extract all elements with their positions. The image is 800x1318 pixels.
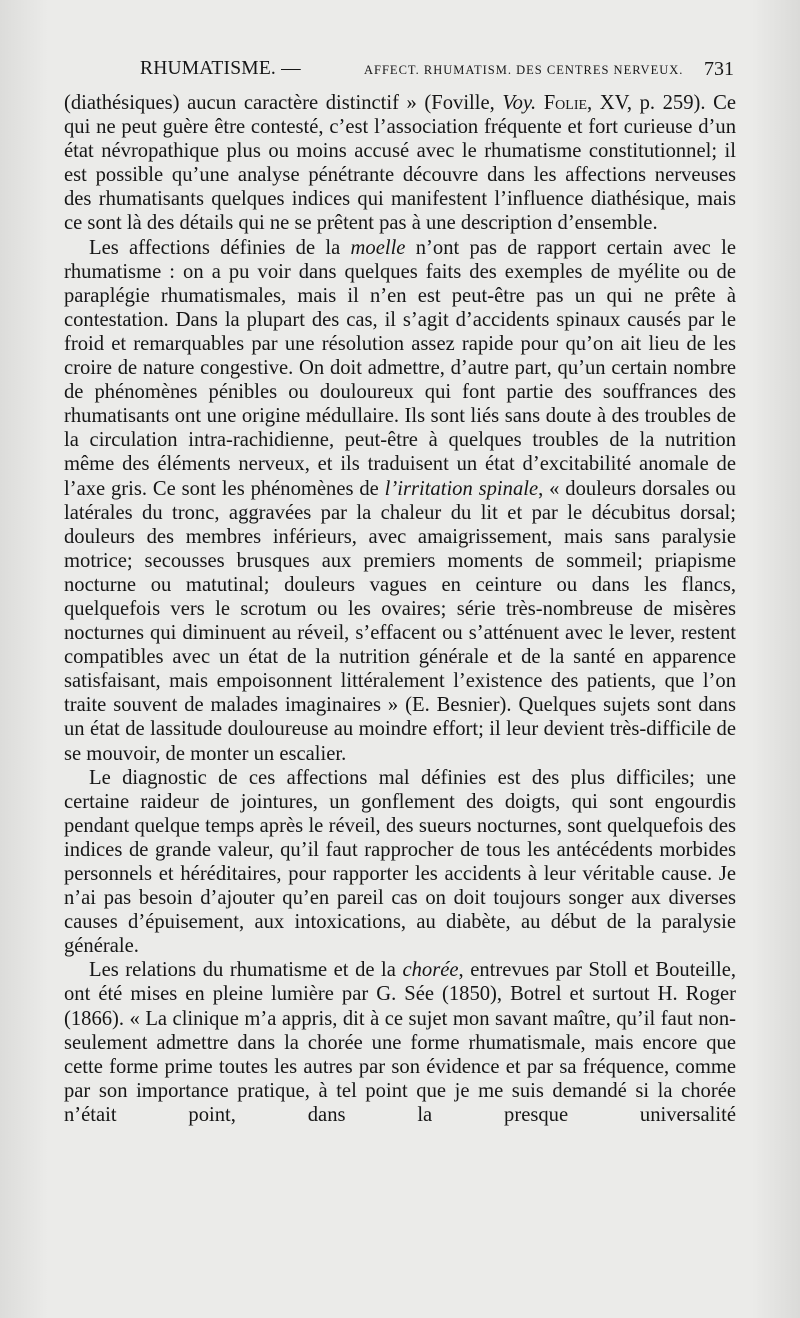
- p4-text-a: Les relations du rhumatisme et de la: [89, 959, 403, 982]
- paragraph-2: [64, 236, 736, 766]
- running-header: [64, 56, 736, 86]
- page-number: 731: [704, 58, 734, 80]
- p1-folie: Folie: [543, 92, 588, 114]
- p2-text-a: Les affections définies de la: [89, 236, 351, 259]
- header-dash: —: [281, 58, 301, 79]
- p1-text-a: (diathésiques) aucun caractère distinctif » (Foville,: [64, 92, 503, 114]
- p1-voy: Voy.: [502, 92, 537, 114]
- paragraph-1: [64, 91, 736, 236]
- p1-text-b: , XV, p. 259). Ce qui ne peut guère être contesté, c’est l’association fréquente et fort curieuse d’un état névropathique plus ou moins accusé avec le rhumatisme constitutionnel; il est possible qu’une analyse pénétrante découvre dans les affections nerveuses des rhumatisants quelques indices qui manifestent l’influence diathésique, mais ce sont là des détails qui ne se prêtent pas à une description d’ensemble.: [64, 92, 736, 235]
- paragraph-3: [64, 766, 736, 959]
- header-title-text: RHUMATISME.: [140, 58, 277, 79]
- p4-text-b: , entrevues par Stoll et Bouteille, ont été mises en pleine lumière par G. Sée (1850), Botrel et surtout H. Roger (1866). « La clinique m’a appris, dit à ce sujet mon savant maître, qu’il faut non-seulement admettre dans la chorée une forme rhumatismale, mais encore que cette forme prime toutes les autres par son évidence et par sa fréquence, comme par son importance pratique, à tel point que je me suis demandé si la chorée n’était point, dans la presque universalité: [64, 959, 737, 1126]
- p2-irritation-spinale: l’irritation spinale: [384, 477, 539, 500]
- p2-moelle: moelle: [350, 236, 406, 259]
- p3-text: Le diagnostic de ces affections mal définies est des plus difficiles; une certaine raideur de jointures, un gonflement des doigts, qui sont engourdis pendant quelque temps après le réveil, des sueurs nocturnes, sont quelquefois des indices de grande valeur, qu’il faut rapprocher de tous les antécédents morbides personnels et héréditaires, pour rapporter les accidents à leur véritable cause. Je n’ai pas besoin d’ajouter qu’en pareil cas on doit toujours songer aux diverses causes d’épuisement, aux intoxications, au diabète, au début de la paralysie générale.: [64, 766, 736, 958]
- paragraph-4: [64, 958, 736, 1127]
- p2-text-b: n’ont pas de rapport certain avec le rhumatisme : on a pu voir dans quelques faits des exemples de myélite ou de paraplégie rhumatismales, mais il n’en est peut-être pas un qui ne prête à contestation. Dans la plupart des cas, il s’agit d’accidents spinaux causés par le froid et remarquables par une résolution assez rapide pour qu’on ait lieu de les croire de nature congestive. On doit admettre, d’autre part, qu’un certain nombre de phénomènes pénibles ou douloureux qui font partie des souffrances des rhumatisants ont une origine médullaire. Ils sont liés sans doute à des troubles de la circulation intra-rachidienne, peut-être à quelques troubles de la nutrition même des éléments nerveux, et ils traduisent un état d’excitabilité anomale de l’axe gris. Ce sont les phénomènes de: [64, 236, 736, 500]
- p2-text-c: , « douleurs dorsales ou latérales du tronc, aggravées par la chaleur du lit et par le décubitus dorsal; douleurs des membres inférieurs, avec amaigrissement, mais sans paralysie motrice; secousses brusques aux premiers moments de sommeil; priapisme nocturne ou matutinal; douleurs vagues en ceinture ou dans les flancs, quelquefois vers le scrotum ou les ovaires; série très-nombreuse de misères nocturnes qui diminuent au réveil, s’effacent ou s’atténuent avec le lever, restent compatibles avec un état de la nutrition générale et de la santé en apparence satisfaisant, mais empoisonnent littéralement l’existence des patients, que l’on traite souvent de malades imaginaires » (E. Besnier). Quelques sujets sont dans un état de lassitude douloureuse au moindre effort; il leur devient très-difficile de se mouvoir, de monter un escalier.: [64, 477, 736, 765]
- header-title: [140, 58, 301, 80]
- p1-space: [536, 92, 544, 114]
- p4-choree: chorée: [402, 959, 459, 982]
- body-text: [64, 91, 736, 1127]
- header-subtitle: AFFECT. RHUMATISM. DES CENTRES NERVEUX.: [364, 63, 684, 77]
